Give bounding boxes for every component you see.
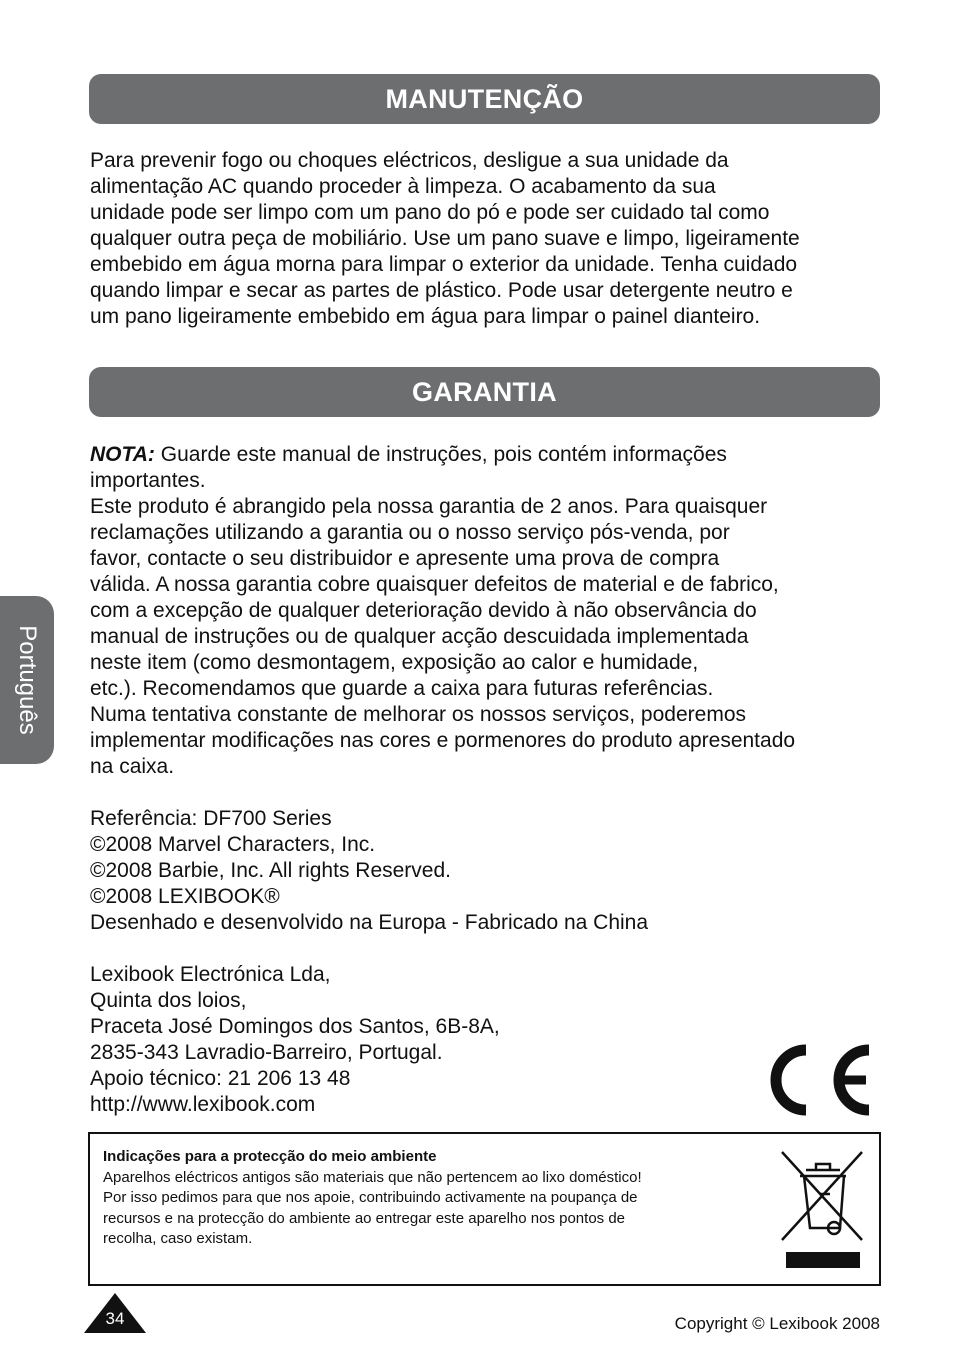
reference-line: Desenhado e desenvolvido na Europa - Fabricado na China bbox=[90, 911, 649, 934]
support-phone: Apoio técnico: 21 206 13 48 bbox=[90, 1067, 351, 1090]
environment-line: Aparelhos eléctricos antigos são materiais que não pertencem ao lixo doméstico! bbox=[103, 1168, 642, 1186]
maintenance-line: qualquer outra peça de mobiliário. Use um pano suave e limpo, ligeiramente bbox=[90, 227, 800, 250]
warranty-body bbox=[90, 442, 890, 1118]
maintenance-heading bbox=[89, 74, 880, 124]
ce-mark-icon bbox=[766, 1042, 874, 1118]
maintenance-title: MANUTENÇÃO bbox=[385, 83, 584, 114]
copyright-notice: Copyright © Lexibook 2008 bbox=[674, 1314, 880, 1333]
language-tab bbox=[0, 596, 54, 764]
warranty-line: neste item (como desmontagem, exposição ao calor e humidade, bbox=[90, 651, 699, 674]
website-link[interactable]: http://www.lexibook.com bbox=[90, 1093, 316, 1116]
warranty-title: GARANTIA bbox=[412, 376, 557, 407]
reference-line: ©2008 LEXIBOOK® bbox=[90, 885, 280, 908]
warranty-line: implementar modificações nas cores e pormenores do produto apresentado bbox=[90, 729, 796, 752]
warranty-line: importantes. bbox=[90, 469, 206, 492]
environment-line: recolha, caso existam. bbox=[103, 1230, 253, 1247]
maintenance-line: unidade pode ser limpo com um pano do pó e pode ser cuidado tal como bbox=[90, 201, 770, 224]
warranty-heading bbox=[89, 367, 880, 417]
spacer bbox=[90, 780, 890, 806]
warranty-line: na caixa. bbox=[90, 755, 175, 778]
page-number: 34 bbox=[105, 1309, 125, 1328]
warranty-line: com a excepção de qualquer deterioração devido à não observância do bbox=[90, 599, 757, 622]
spacer bbox=[90, 936, 890, 962]
environment-title: Indicações para a protecção do meio ambiente bbox=[103, 1148, 437, 1165]
maintenance-line: quando limpar e secar as partes de plástico. Pode usar detergente neutro e bbox=[90, 279, 793, 302]
nota-text: Guarde este manual de instruções, pois contém informações bbox=[154, 443, 727, 466]
address-line: Praceta José Domingos dos Santos, 6B-8A, bbox=[90, 1015, 500, 1038]
address-line: Lexibook Electrónica Lda, bbox=[90, 963, 331, 986]
nota-label: NOTA: bbox=[90, 443, 155, 466]
environment-line: Por isso pedimos para que nos apoie, contribuindo activamente na poupança de bbox=[103, 1189, 638, 1206]
environment-line: recursos e na protecção do ambiente ao entregar este aparelho nos pontos de bbox=[103, 1209, 626, 1227]
warranty-line: etc.). Recomendamos que guarde a caixa para futuras referências. bbox=[90, 677, 714, 700]
reference-line: ©2008 Barbie, Inc. All rights Reserved. bbox=[90, 859, 451, 882]
maintenance-body bbox=[90, 148, 890, 330]
warranty-line: favor, contacte o seu distribuidor e apresente uma prova de compra bbox=[90, 547, 720, 570]
warranty-line: válida. A nossa garantia cobre quaisquer defeitos de material e de fabrico, bbox=[90, 573, 779, 596]
warranty-line: Este produto é abrangido pela nossa garantia de 2 anos. Para quaisquer bbox=[90, 495, 768, 518]
warranty-line: manual de instruções ou de qualquer acção descuidada implementada bbox=[90, 625, 749, 648]
maintenance-line: um pano ligeiramente embebido em água para limpar o painel dianteiro. bbox=[90, 305, 761, 328]
maintenance-line: alimentação AC quando proceder à limpeza. O acabamento da sua bbox=[90, 175, 716, 198]
crossed-out-wheelie-bin-icon bbox=[778, 1144, 868, 1274]
reference-line: ©2008 Marvel Characters, Inc. bbox=[90, 833, 376, 856]
address-line: 2835-343 Lavradio-Barreiro, Portugal. bbox=[90, 1041, 443, 1064]
warranty-line: reclamações utilizando a garantia ou o nosso serviço pós-venda, por bbox=[90, 521, 730, 544]
warranty-line: Numa tentativa constante de melhorar os nossos serviços, poderemos bbox=[90, 703, 746, 726]
reference-line: Referência: DF700 Series bbox=[90, 807, 332, 830]
address-line: Quinta dos loios, bbox=[90, 989, 247, 1012]
maintenance-line: embebido em água morna para limpar o exterior da unidade. Tenha cuidado bbox=[90, 253, 798, 276]
language-tab-label: Português bbox=[14, 625, 41, 735]
environment-notice bbox=[88, 1132, 881, 1286]
maintenance-line: Para prevenir fogo ou choques eléctricos, desligue a sua unidade da bbox=[90, 149, 729, 172]
environment-text bbox=[103, 1147, 763, 1250]
nota-line bbox=[90, 442, 890, 468]
